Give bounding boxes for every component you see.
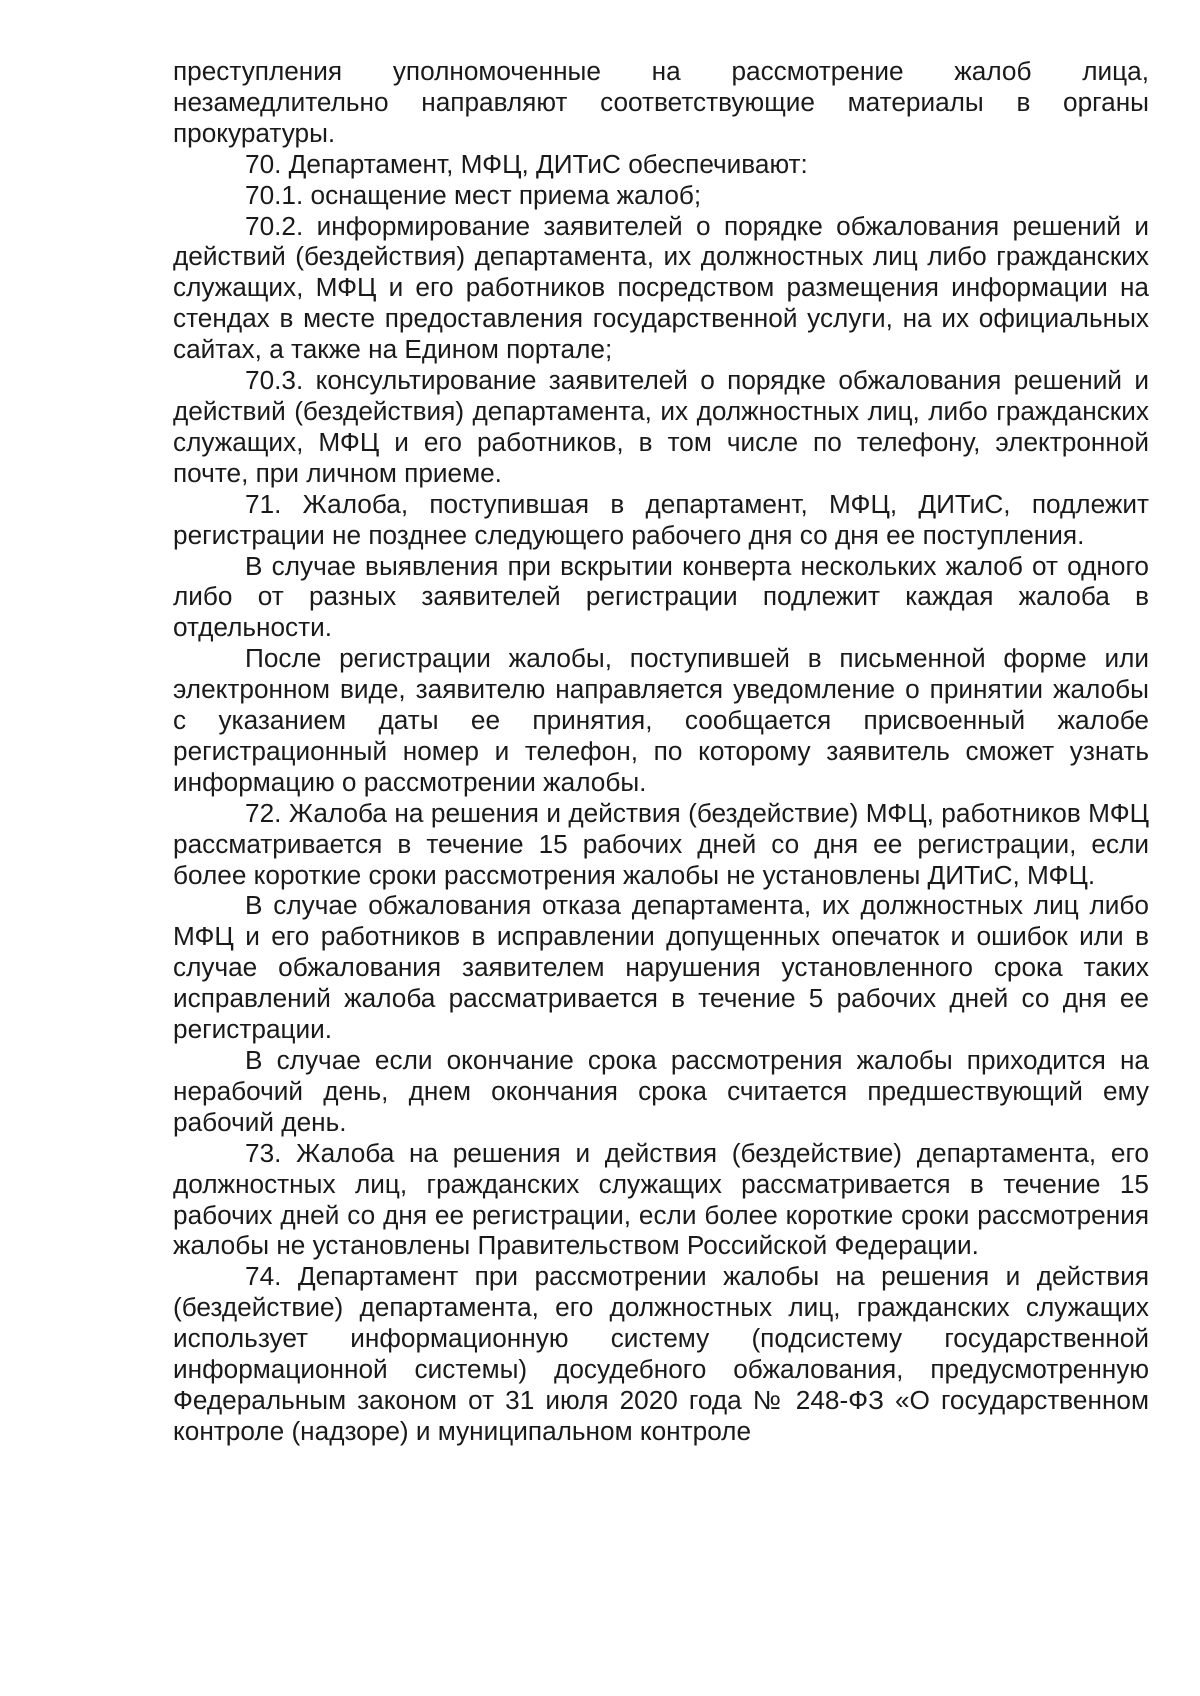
paragraph-72-corrections: В случае обжалования отказа департамента, их должностных лиц либо МФЦ и его работников в исправлении допущенных опечаток и ошибок или в случае обжалования заявителем нарушения установленного срока таких исправлений жалоба рассматривается в течение 5 рабочих дней со дня ее регистрации. [173, 890, 1149, 1045]
paragraph-continuation: преступления уполномоченные на рассмотрение жалоб лица, незамедлительно направляют соответствующие материалы в органы прокуратуры. [173, 56, 1149, 148]
paragraph-70-2: 70.2. информирование заявителей о порядке обжалования решений и действий (бездействия) департамента, их должностных лиц либо гражданских служащих, МФЦ и его работников посредством размещения информации на стендах в месте предоставления государственной услуги, на их официальных сайтах, а также на Едином портале; [173, 210, 1149, 365]
paragraph-73: 73. Жалоба на решения и действия (бездействие) департамента, его должностных лиц, гражданских служащих рассматривается в течение 15 рабочих дней со дня ее регистрации, если более короткие сроки рассмотрения жалобы не установлены Правительством Российской Федерации. [173, 1137, 1149, 1261]
paragraph-72: 72. Жалоба на решения и действия (бездействие) МФЦ, работников МФЦ рассматривается в течение 15 рабочих дней со дня ее регистрации, если более короткие сроки рассмотрения жалобы не установлены ДИТиС, МФЦ. [173, 797, 1149, 890]
paragraph-71-notification: После регистрации жалобы, поступившей в письменной форме или электронном виде, заявителю направляется уведомление о принятии жалобы с указанием даты ее принятия, сообщается присвоенный жалобе регистрационный номер и телефон, по которому заявитель сможет узнать информацию о рассмотрении жалобы. [173, 643, 1149, 797]
paragraph-72-non-working-day: В случае если окончание срока рассмотрения жалобы приходится на нерабочий день, днем окончания срока считается предшествующий ему рабочий день. [173, 1045, 1149, 1137]
paragraph-71-multiple-complaints: В случае выявления при вскрытии конверта нескольких жалоб от одного либо от разных заявителей регистрации подлежит каждая жалоба в отдельности. [173, 550, 1149, 643]
paragraph-70-3: 70.3. консультирование заявителей о порядке обжалования решений и действий (бездействия) департамента, их должностных лиц, либо гражданских служащих, МФЦ и его работников, в том числе по телефону, электронной почте, при личном приеме. [173, 365, 1149, 488]
paragraph-70: 70. Департамент, МФЦ, ДИТиС обеспечивают: [245, 148, 808, 179]
document-page [173, 56, 1149, 1447]
paragraph-70-1: 70.1. оснащение мест приема жалоб; [245, 179, 702, 210]
paragraph-71: 71. Жалоба, поступившая в департамент, МФЦ, ДИТиС, подлежит регистрации не позднее следующего рабочего дня со дня ее поступления. [173, 488, 1149, 550]
paragraph-74: 74. Департамент при рассмотрении жалобы на решения и действия (бездействие) департамента, его должностных лиц, гражданских служащих использует информационную систему (подсистему государственной информационной системы) досудебного обжалования, предусмотренную Федеральным законом от 31 июля 2020 года № 248-ФЗ «О государственном контроле (надзоре) и муниципальном контроле [173, 1261, 1149, 1446]
